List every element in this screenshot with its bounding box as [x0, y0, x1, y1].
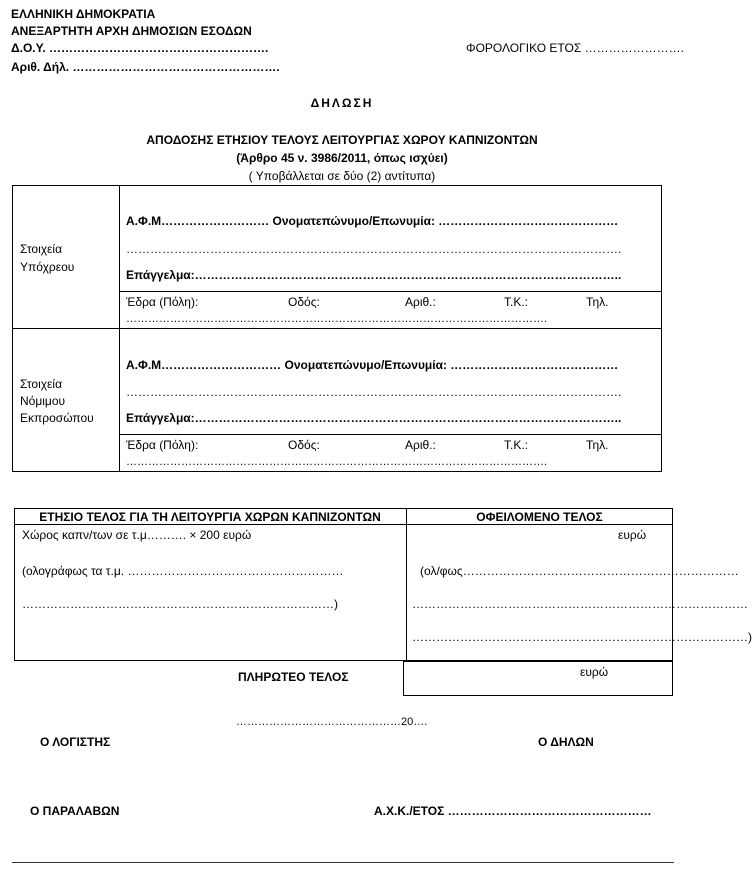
representative-address-line[interactable]: …………………………………………………………………………………………………….: [126, 456, 548, 468]
declarant-label: Ο ΔΗΛΩΝ: [538, 735, 594, 749]
representative-address-divider: [119, 434, 662, 435]
payable-fee-label: ΠΛΗΡΩΤΕΟ ΤΕΛΟΣ: [238, 670, 349, 684]
amount-euro-unit: ευρώ: [618, 528, 647, 542]
date-field[interactable]: ………………………………………20….: [236, 716, 428, 728]
representative-number-label: Αριθ.:: [405, 438, 436, 452]
representative-name-continuation[interactable]: …………………………………………………………………………………………………………….: [126, 385, 622, 399]
copies-note: ( Υποβάλλεται σε δύο (2) αντίτυπα): [248, 169, 436, 183]
document-subtitle: ΑΠΟΔΟΣΗΣ ΕΤΗΣΙΟΥ ΤΕΛΟΥΣ ΛΕΙΤΟΥΡΓΙΑΣ ΧΩΡΟΥ ΚΑΠΝΙΖΟΝΤΩΝ: [146, 133, 538, 147]
fee-table-header-divider: [14, 524, 673, 525]
bottom-rule: [12, 862, 674, 863]
amount-in-words-line3[interactable]: …………………………………………………………………………): [412, 630, 752, 644]
taxpayer-number-label: Αριθ.:: [405, 295, 436, 309]
taxpayer-name-continuation[interactable]: …………………………………………………………………………………………………………….: [126, 242, 622, 256]
accountant-label: Ο ΛΟΓΙΣΤΗΣ: [40, 735, 111, 749]
representative-tk-label: Τ.Κ.:: [504, 438, 529, 452]
representative-seat-label: Έδρα (Πόλη):: [126, 438, 199, 452]
parties-table-row-divider: [12, 328, 662, 329]
fee-table-divider: [406, 508, 407, 661]
representative-profession-field[interactable]: Επάγγελμα:……………………………………………………………………………………………..: [126, 411, 622, 425]
taxpayer-address-divider: [119, 291, 662, 292]
taxpayer-address-line[interactable]: …………………………………………………………………………………………………….: [126, 313, 548, 325]
taxpayer-afm-name-field[interactable]: Α.Φ.Μ……………………… Ονοματεπώνυμο/Επωνυμία: ………………………………………: [126, 214, 619, 228]
receiver-label: Ο ΠΑΡΑΛΑΒΩΝ: [30, 804, 120, 818]
taxpayer-label: Στοιχεία Υπόχρεου: [20, 242, 75, 274]
amount-in-words-line2[interactable]: …………………………………………………………………………: [412, 597, 748, 611]
amount-in-words-field[interactable]: (ολ/φως……………………………………………………………: [420, 564, 739, 578]
taxpayer-street-label: Οδός:: [288, 295, 320, 309]
taxpayer-seat-label: Έδρα (Πόλη):: [126, 295, 199, 309]
taxpayer-profession-field[interactable]: Επάγγελμα:……………………………………………………………………………………………..: [126, 268, 622, 282]
axk-field[interactable]: Α.Χ.Κ./ΕΤΟΣ ……………………………………………: [374, 804, 652, 818]
representative-street-label: Οδός:: [288, 438, 320, 452]
header-line1: ΕΛΛΗΝΙΚΗ ΔΗΜΟΚΡΑΤΙΑ: [11, 7, 156, 21]
smoking-area-field[interactable]: Χώρος καπν/των σε τ.μ………. × 200 ευρώ: [22, 528, 252, 542]
representative-afm-name-field[interactable]: Α.Φ.Μ………………………… Ονοματεπώνυμο/Επωνυμία: ……………………………………: [126, 358, 619, 372]
fee-table-left-header: ΕΤΗΣΙΟ ΤΕΛΟΣ ΓΙΑ ΤΗ ΛΕΙΤΟΥΡΓΙΑ ΧΩΡΩΝ ΚΑΠΝΙΖΟΝΤΩΝ: [39, 510, 381, 524]
fee-table-right-header: ΟΦΕΙΛΟΜΕΝΟ ΤΕΛΟΣ: [476, 510, 603, 524]
taxpayer-tk-label: Τ.Κ.:: [504, 295, 529, 309]
taxpayer-phone-label: Τηλ.: [586, 295, 609, 309]
tax-year-field: ΦΟΡΟΛΟΓΙΚΟ ΕΤΟΣ …………………….: [466, 41, 684, 55]
law-reference: (Άρθρο 45 ν. 3986/2011, όπως ισχύει): [236, 151, 448, 165]
declaration-number-field: Αριθ. Δήλ. …………………………………………….: [11, 60, 280, 74]
representative-label: Στοιχεία Νόμιμου Εκπροσώπου: [20, 377, 94, 425]
payable-fee-box[interactable]: [403, 661, 673, 696]
header-line2: ΑΝΕΞΑΡΤΗΤΗ ΑΡΧΗ ΔΗΜΟΣΙΩΝ ΕΣΟΔΩΝ: [11, 24, 252, 38]
area-in-words-field[interactable]: (ολογράφως τα τ.μ. ………………………………………………: [22, 564, 344, 578]
doy-field: Δ.Ο.Υ. ……………………………………………….: [11, 41, 269, 55]
document-title: ΔΗΛΩΣΗ: [310, 96, 374, 110]
area-in-words-continuation[interactable]: ……………………………………………………………………): [22, 597, 338, 611]
representative-phone-label: Τηλ.: [586, 438, 609, 452]
payable-euro-unit: ευρώ: [580, 665, 609, 679]
